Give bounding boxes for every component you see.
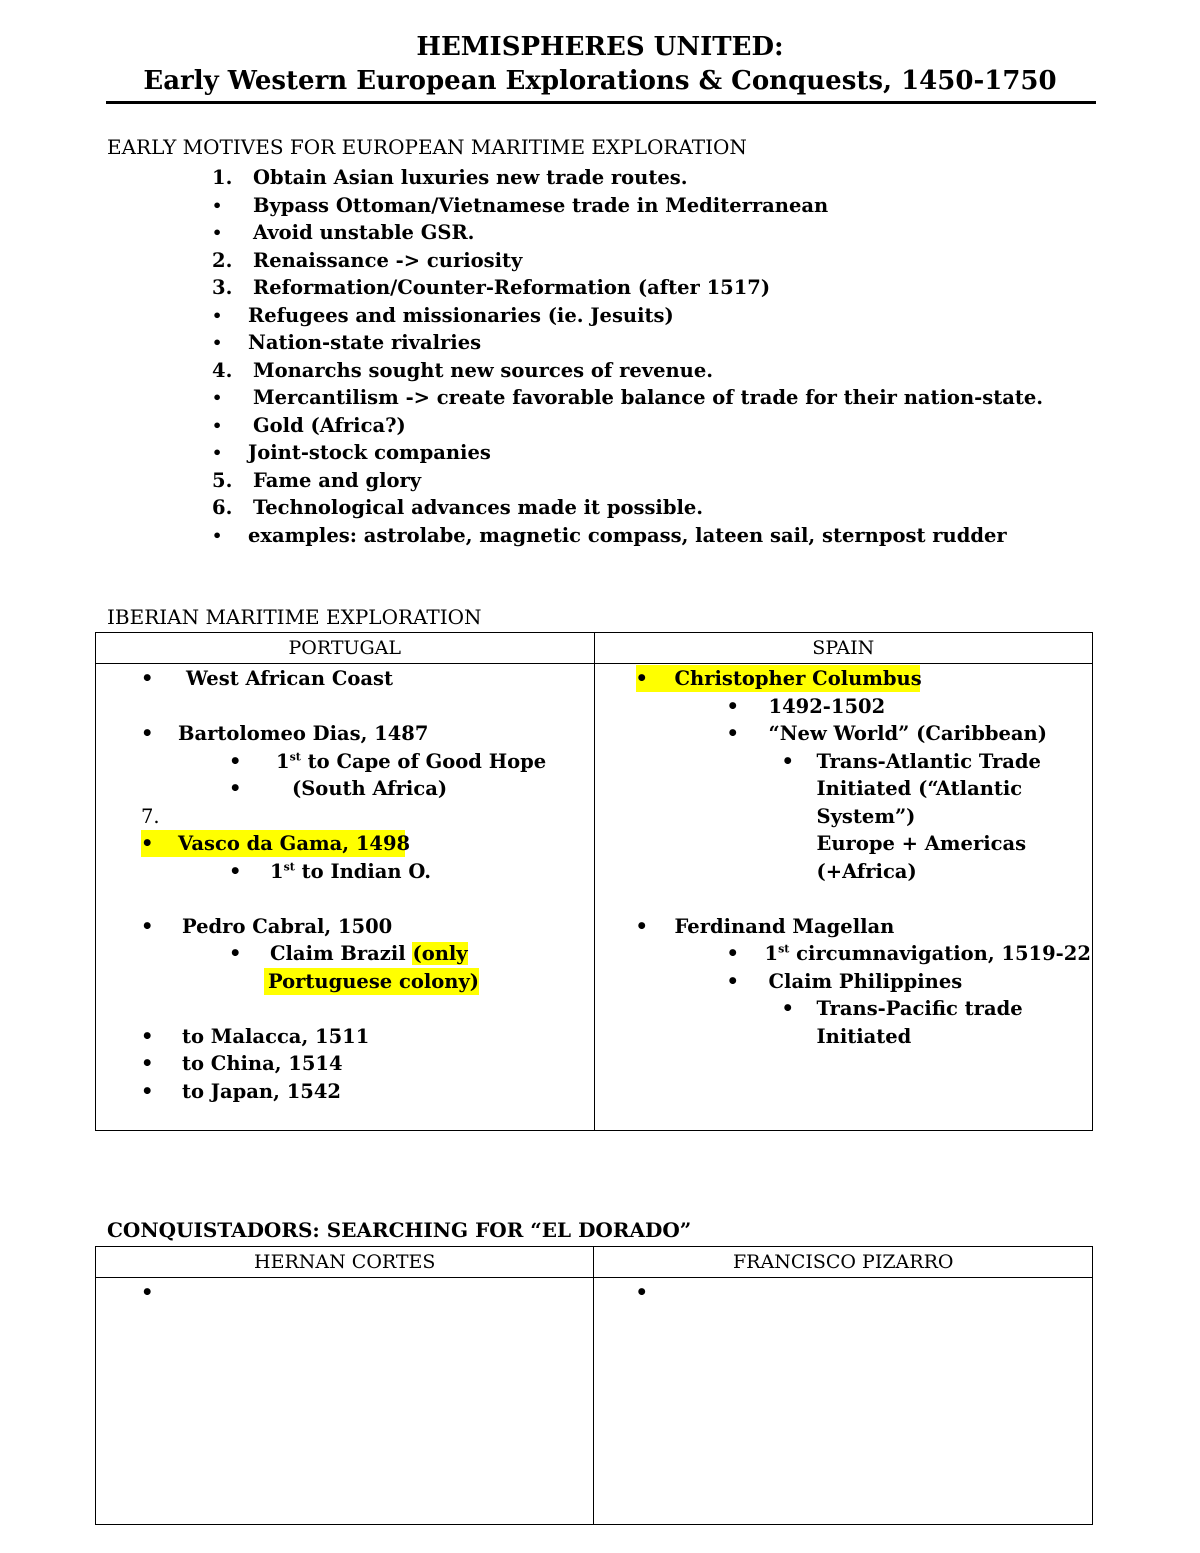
spain-philippines: Claim Philippines xyxy=(768,970,963,993)
motives-item-text: Reformation/Counter-Reformation (after 1517) xyxy=(253,276,771,299)
list-number: 2. xyxy=(212,248,233,272)
document-title: HEMISPHERES UNITED: xyxy=(416,32,784,62)
bullet-icon: • xyxy=(726,970,739,993)
portugal-seven: 7. xyxy=(141,805,160,828)
list-number: 5. xyxy=(212,468,233,492)
motives-item-text: Fame and glory xyxy=(253,468,422,492)
bullet-icon: • xyxy=(141,1281,154,1304)
conquistadors-heading: CONQUISTADORS: SEARCHING FOR “EL DORADO” xyxy=(107,1218,692,1242)
portugal-cabral: Pedro Cabral, 1500 xyxy=(182,915,393,938)
bullet-icon: • xyxy=(726,722,739,745)
bullet-icon: • xyxy=(229,750,242,773)
spain-trade-line2: Initiated (“Atlantic xyxy=(816,777,1023,800)
spain-trade-line4: Europe + Americas xyxy=(816,832,1027,855)
bullet-icon: • xyxy=(781,997,794,1020)
bullet-icon: • xyxy=(635,915,648,938)
bullet-icon: • xyxy=(212,223,223,242)
motives-item-text: Nation-state rivalries xyxy=(248,331,482,354)
spain-columbus-highlight xyxy=(636,665,920,692)
bullet-icon: • xyxy=(141,915,154,938)
motives-item-text: Gold (Africa?) xyxy=(253,413,406,437)
spain-columbus: Christopher Columbus xyxy=(674,667,922,690)
bullet-icon: • xyxy=(781,750,794,773)
bullet-icon: • xyxy=(635,667,648,690)
bullet-icon: • xyxy=(141,667,154,690)
motives-item-text: Monarchs sought new sources of revenue. xyxy=(253,358,714,382)
motives-item-text: Renaissance -> curiosity xyxy=(253,248,523,272)
spain-header: SPAIN xyxy=(594,633,1092,664)
bullet-icon: • xyxy=(212,195,223,215)
motives-item-text: Technological advances made it possible. xyxy=(253,496,704,519)
portugal-gama-highlight xyxy=(141,830,411,857)
bullet-icon: • xyxy=(726,942,739,965)
list-number: 6. xyxy=(212,496,233,519)
portugal-japan: to Japan, 1542 xyxy=(182,1080,341,1103)
portugal-dias-south-africa: (South Africa) xyxy=(292,777,448,800)
portugal-gama-first: 1st to Indian O. xyxy=(270,860,432,883)
conquistadors-table xyxy=(95,1246,1093,1525)
bullet-icon: • xyxy=(229,942,242,965)
bullet-icon: • xyxy=(141,1080,154,1103)
cortes-header: HERNAN CORTES xyxy=(96,1247,594,1278)
list-number: 1. xyxy=(212,166,233,189)
spain-pacific-line1: Trans-Pacific trade xyxy=(816,997,1023,1020)
portugal-cell xyxy=(96,664,595,1131)
motives-item-text: Mercantilism -> create favorable balance of trade for their nation-state. xyxy=(253,386,1044,409)
spain-new-world: “New World” (Caribbean) xyxy=(768,722,1047,745)
motives-item-text: Obtain Asian luxuries new trade routes. xyxy=(253,166,688,189)
motives-item-text: Bypass Ottoman/Vietnamese trade in Mediterranean xyxy=(253,193,829,217)
motives-item-text: examples: astrolabe, magnetic compass, lateen sail, sternpost rudder xyxy=(248,523,1007,547)
bullet-icon: • xyxy=(726,695,739,718)
list-number: 4. xyxy=(212,358,233,382)
spain-circumnavigation: 1st circumnavigation, 1519-22 xyxy=(764,942,1091,965)
portugal-dias: Bartolomeo Dias, 1487 xyxy=(178,722,429,745)
bullet-icon: • xyxy=(212,388,223,407)
bullet-icon: • xyxy=(141,1052,154,1075)
bullet-icon: • xyxy=(635,1281,648,1304)
iberian-table xyxy=(95,632,1093,1131)
bullet-icon: • xyxy=(212,333,223,352)
bullet-icon: • xyxy=(141,722,154,745)
bullet-icon: • xyxy=(212,305,223,325)
bullet-icon: • xyxy=(229,777,242,800)
portugal-dias-first: 1st to Cape of Good Hope xyxy=(276,750,547,773)
spain-trade-line3: System”) xyxy=(816,805,916,828)
spain-pacific-line2: Initiated xyxy=(816,1025,912,1048)
pizarro-header: FRANCISCO PIZARRO xyxy=(594,1247,1093,1278)
spain-trade-line1: Trans-Atlantic Trade xyxy=(816,750,1041,773)
bullet-icon: • xyxy=(212,525,223,545)
motives-item-text: Refugees and missionaries (ie. Jesuits) xyxy=(248,303,674,327)
bullet-icon: • xyxy=(141,832,154,855)
spain-trade-line5: (+Africa) xyxy=(816,860,917,883)
motives-heading: EARLY MOTIVES FOR EUROPEAN MARITIME EXPLORATION xyxy=(107,135,747,159)
portugal-cabral-brazil: Claim Brazil (only xyxy=(270,942,468,965)
list-number: 3. xyxy=(212,276,233,299)
iberian-heading: IBERIAN MARITIME EXPLORATION xyxy=(107,605,482,629)
portugal-malacca: to Malacca, 1511 xyxy=(182,1025,370,1048)
portugal-gama: Vasco da Gama, 1498 xyxy=(178,832,411,855)
title-underline xyxy=(106,101,1096,104)
bullet-icon: • xyxy=(141,1025,154,1048)
motives-item-text: Avoid unstable GSR. xyxy=(253,221,475,244)
document-subtitle: Early Western European Explorations & Conquests, 1450-1750 xyxy=(143,66,1057,96)
pizarro-cell[interactable] xyxy=(594,1278,1093,1525)
motives-item-text: Joint-stock companies xyxy=(248,441,491,464)
bullet-icon: • xyxy=(212,415,223,435)
bullet-icon: • xyxy=(212,443,223,462)
spain-magellan: Ferdinand Magellan xyxy=(674,915,895,938)
bullet-icon: • xyxy=(229,860,242,883)
spain-cell xyxy=(594,664,1092,1131)
cortes-cell[interactable] xyxy=(96,1278,594,1525)
portugal-header: PORTUGAL xyxy=(96,633,595,664)
portugal-west-africa: West African Coast xyxy=(186,667,393,690)
portugal-china: to China, 1514 xyxy=(182,1052,343,1075)
spain-years: 1492-1502 xyxy=(768,695,886,718)
portugal-cabral-colony: Portuguese colony) xyxy=(264,968,479,995)
